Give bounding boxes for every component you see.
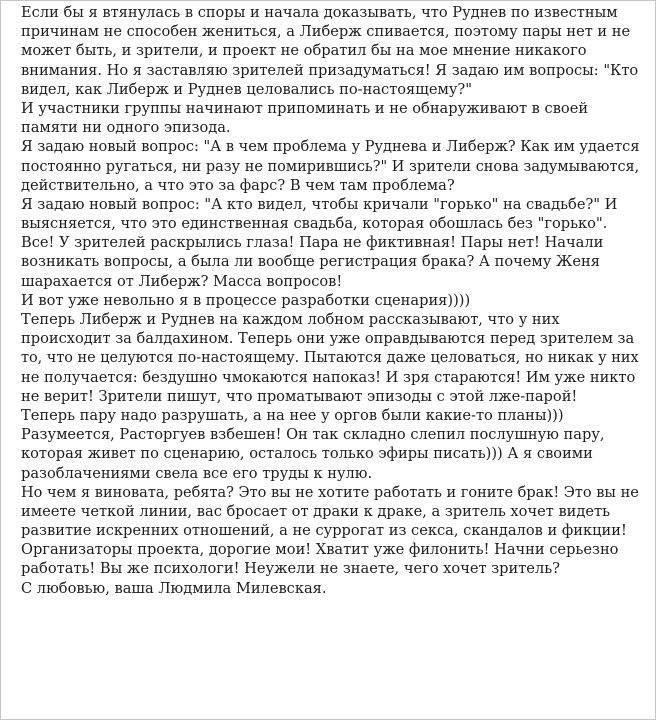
text-line: Разумеется, Расторгуев взбешен! Он так складно слепил послушную пару, (21, 426, 605, 444)
text-line: Я задаю новый вопрос: "А кто видел, чтобы кричали "горько" на свадьбе?" И (21, 195, 618, 213)
text-line: Все! У зрителей раскрылись глаза! Пара не фиктивная! Пары нет! Начали (21, 234, 604, 252)
text-line: то, что не целуются по-настоящему. Пытаются даже целоваться, но никак у них (21, 349, 639, 367)
text-line: выясняется, что это единственная свадьба, которая обошлась без "горько". (21, 215, 608, 233)
letter-text (21, 3, 639, 598)
text-line: происходит за балдахином. Теперь они уже оправдываются перед зрителем за (21, 330, 635, 348)
text-line: имеете четкой линии, вас бросает от драки к драке, а зритель хочет видеть (21, 502, 611, 520)
text-line: работать! Вы же психологи! Неужели не знаете, чего хочет зритель? (21, 560, 560, 578)
text-line: Организаторы проекта, дорогие мои! Хватит уже филонить! Начни серьезно (21, 541, 619, 559)
text-line: действительно, а что это за фарс? В чем там проблема? (21, 176, 455, 194)
text-line: Если бы я втянулась в споры и начала доказывать, что Руднев по известным (21, 4, 618, 21)
text-line: Но чем я виновата, ребята? Это вы не хотите работать и гоните брак! Это вы не (21, 483, 639, 501)
text-line: Я задаю новый вопрос: "А в чем проблема у Руднева и Либерж? Как им удается (21, 138, 640, 156)
text-line: не верит! Зрители пишут, что проматывают эпизоды с этой лже-парой! (21, 387, 578, 405)
text-line: И участники группы начинают припоминать и не обнаруживают в своей (21, 99, 589, 117)
text-line: Теперь пару надо разрушать, а на нее у оргов были какие-то планы))) (21, 406, 564, 424)
text-line: не получается: бездушно чмокаются напоказ! И зря стараются! Им уже никто (21, 368, 636, 386)
text-line: возникать вопросы, а была ли вообще регистрация брака? А почему Женя (21, 253, 600, 271)
text-line: развитие искренних отношений, а не суррогат из секса, скандалов и фикции! (21, 522, 627, 540)
text-line: постоянно ругаться, ни разу не помирившись?" И зрители снова задумываются, (21, 157, 640, 175)
text-line: которая живет по сценарию, осталось только эфиры писать))) А я своими (21, 445, 593, 463)
text-line: может быть, и зрители, и проект не обратил бы на мое мнение никакого (21, 42, 587, 60)
text-line: И вот уже невольно я в процессе разработки сценария)))) (21, 291, 471, 309)
text-line: внимания. Но я заставляю зрителей призадуматься! Я задаю им вопросы: "Кто (21, 61, 639, 79)
signature-line: С любовью, ваша Людмила Милевская. (21, 579, 327, 597)
text-line: разоблачениями свела все его труды к нулю. (21, 464, 373, 482)
text-line: причинам не способен жениться, а Либерж спивается, поэтому пары нет и не (21, 23, 631, 41)
text-line: Теперь Либерж и Руднев на каждом лобном рассказывают, что у них (21, 311, 560, 328)
text-line: шарахается от Либерж? Масса вопросов! (21, 272, 343, 290)
text-line: памяти ни одного эпизода. (21, 119, 231, 137)
text-line: видел, как Либерж и Руднев целовались по-настоящему?" (21, 80, 472, 98)
